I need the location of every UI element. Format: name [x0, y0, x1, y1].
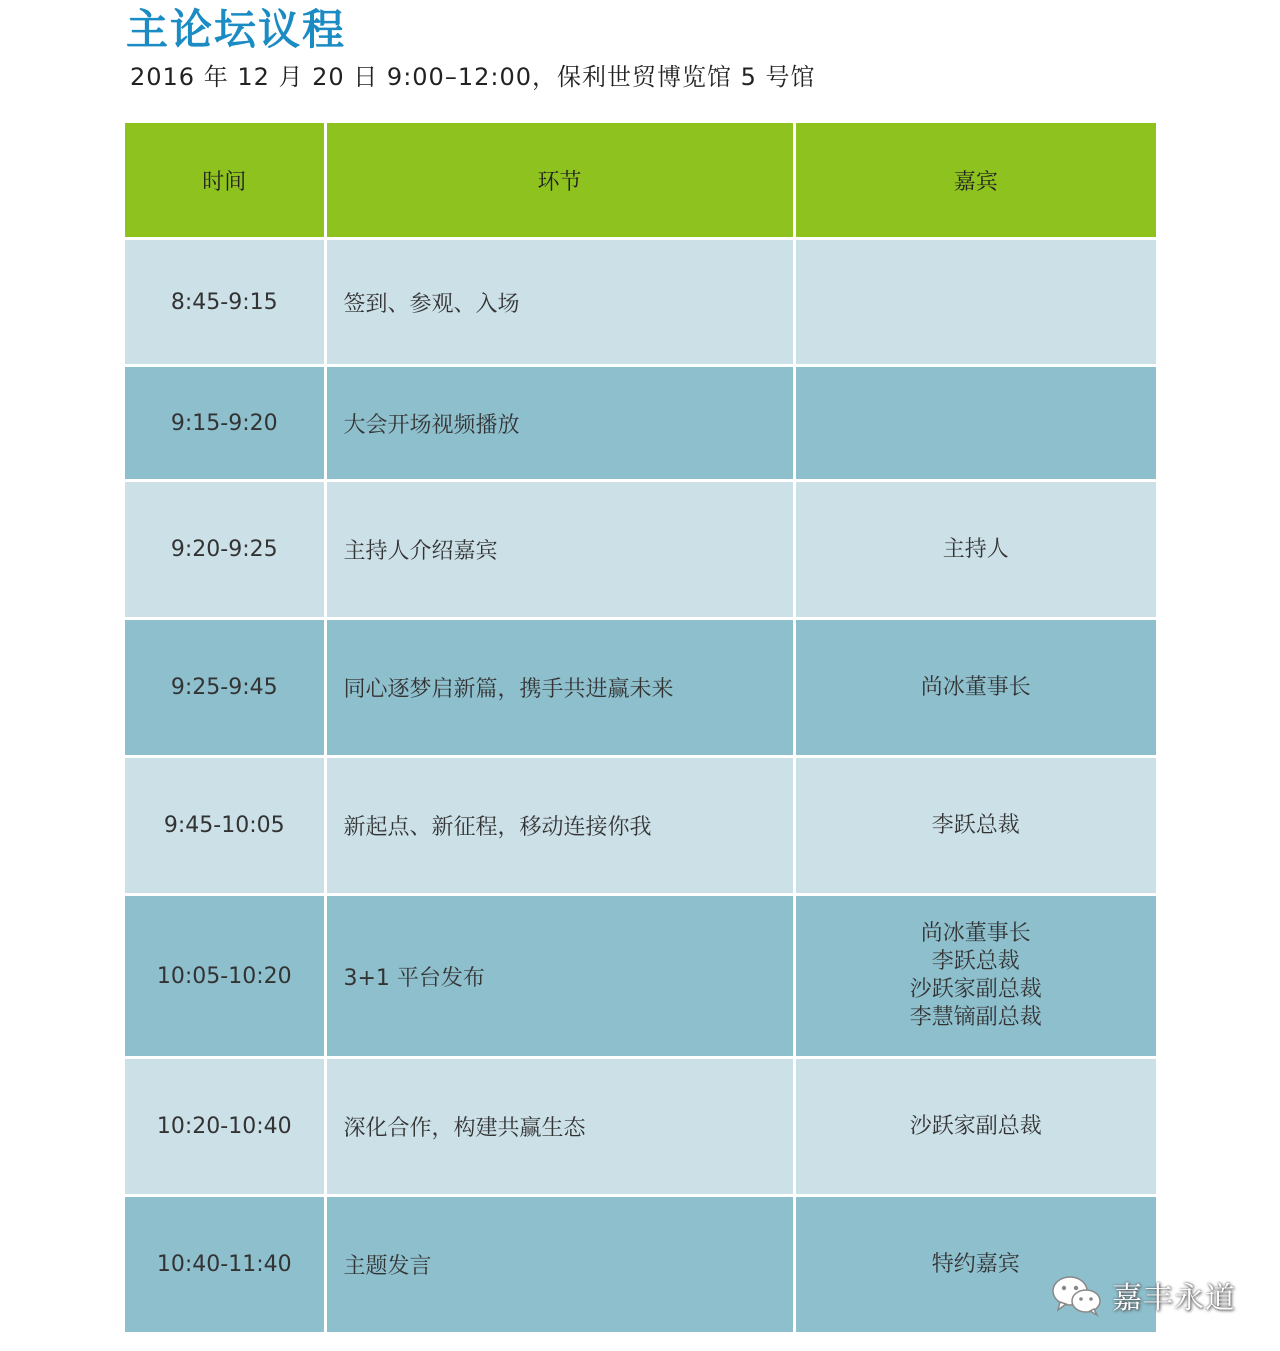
time-cell: 10:05-10:20	[125, 895, 325, 1058]
time-cell: 10:20-10:40	[125, 1058, 325, 1196]
table-row	[125, 757, 1156, 895]
session-cell: 主持人介绍嘉宾	[325, 481, 794, 619]
guest-name: 特约嘉宾	[931, 1251, 1020, 1277]
session-cell: 同心逐梦启新篇，携手共进赢未来	[325, 619, 794, 757]
column-header-session: 环节	[325, 123, 794, 239]
wechat-watermark	[1050, 1272, 1236, 1318]
session-cell: 深化合作，构建共赢生态	[325, 1058, 794, 1196]
page-title: 主论坛议程	[126, 5, 347, 54]
table-row	[125, 619, 1156, 757]
session-cell: 大会开场视频播放	[325, 366, 794, 481]
guest-cell	[794, 895, 1156, 1058]
session-cell: 签到、参观、入场	[325, 239, 794, 366]
column-header-guests: 嘉宾	[794, 123, 1156, 239]
guest-name: 主持人	[942, 536, 1009, 562]
guest-cell	[794, 619, 1156, 757]
table-header-row	[125, 123, 1156, 239]
session-cell: 新起点、新征程，移动连接你我	[325, 757, 794, 895]
guest-name: 尚冰董事长	[920, 921, 1031, 946]
time-cell: 10:40-11:40	[125, 1196, 325, 1334]
time-cell: 9:45-10:05	[125, 757, 325, 895]
table-row	[125, 239, 1156, 366]
time-cell: 8:45-9:15	[125, 239, 325, 366]
table-row	[125, 366, 1156, 481]
table-row	[125, 895, 1156, 1058]
table-row	[125, 1196, 1156, 1334]
guest-cell	[794, 481, 1156, 619]
guest-cell	[794, 757, 1156, 895]
time-cell: 9:20-9:25	[125, 481, 325, 619]
guest-name: 李慧镝副总裁	[909, 1005, 1042, 1030]
table-row	[125, 1058, 1156, 1196]
guest-cell	[794, 239, 1156, 366]
guest-name: 尚冰董事长	[920, 674, 1031, 700]
guest-name: 李跃总裁	[931, 812, 1020, 838]
time-cell: 9:15-9:20	[125, 366, 325, 481]
guest-cell	[794, 366, 1156, 481]
session-cell: 3+1 平台发布	[325, 895, 794, 1058]
session-cell: 主题发言	[325, 1196, 794, 1334]
agenda-table	[125, 123, 1156, 1335]
guest-cell	[794, 1058, 1156, 1196]
guest-name: 沙跃家副总裁	[909, 1113, 1042, 1139]
table-row	[125, 481, 1156, 619]
guest-name: 李跃总裁	[931, 949, 1020, 974]
guest-name: 沙跃家副总裁	[909, 977, 1042, 1002]
watermark-text: 嘉丰永道	[1112, 1281, 1236, 1316]
wechat-icon	[1050, 1273, 1104, 1317]
column-header-time: 时间	[125, 123, 325, 239]
event-info: 2016 年 12 月 20 日 9:00–12:00，保利世贸博览馆 5 号馆	[130, 63, 816, 91]
time-cell: 9:25-9:45	[125, 619, 325, 757]
